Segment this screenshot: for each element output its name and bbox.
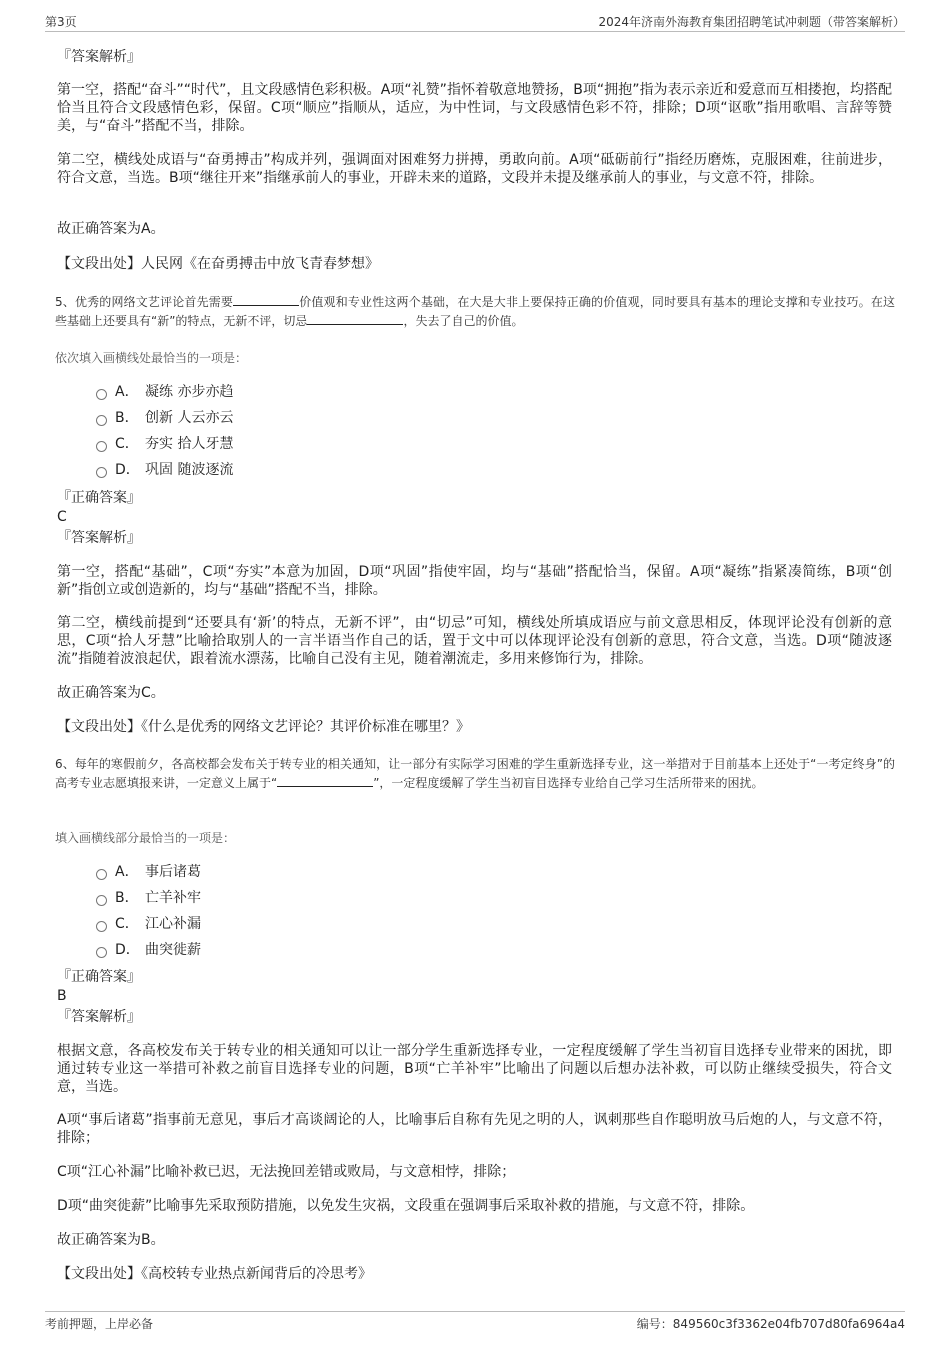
q6-conclusion: 故正确答案为B。 [57,1232,165,1248]
q6-instruction: 填入画横线部分最恰当的一项是： [55,831,236,845]
radio-icon[interactable] [96,921,107,932]
page-header [45,13,905,32]
q5-analysis-p1: 第一空，搭配“基础”，C项“夯实”本意为加固，D项“巩固”指使牢固，均与“基础”搭配恰当，保留。A项“凝练”指紧凑简练，B项“创新”指创立或创造新的，均与“基础”搭配不当，排除。 [57,564,892,598]
q5-analysis-label: 『答案解析』 [57,530,141,546]
radio-icon[interactable] [96,389,107,400]
q4-analysis-label: 『答案解析』 [57,49,141,65]
q4-conclusion: 故正确答案为A。 [57,221,165,237]
radio-icon[interactable] [96,415,107,426]
q6-option-a[interactable]: A． 事后诸葛 [96,863,201,881]
q5-option-a[interactable]: A． 凝练 亦步亦趋 [96,383,233,401]
q6-option-c[interactable]: C． 江心补漏 [96,915,201,933]
q6-analysis-label: 『答案解析』 [57,1009,141,1025]
q4-analysis-p2: 第二空，横线处成语与“奋勇搏击”构成并列，强调面对困难努力拼搏，勇敢向前。A项“砥砺前行”指经历磨炼，克服困难，往前进步，符合文意，当选。B项“继往开来”指继承前人的事业，开辟未来的道路，文段并未提及继承前人的事业，与文意不符，排除。 [57,152,892,186]
q6-analysis-p1: 根据文意，各高校发布关于转专业的相关通知可以让一部分学生重新选择专业，一定程度缓解了学生当初盲目选择专业带来的困扰，即通过转专业这一举措可补救之前盲目选择专业的问题，B项“亡羊补牢”比喻出了问题以后想办法补救，可以防止继续受损失，符合文意，当选。 [57,1043,892,1095]
q6-correct-answer: B [57,988,67,1004]
q5-correct-answer: C [57,509,67,525]
q5-conclusion: 故正确答案为C。 [57,685,165,701]
q5-analysis-p2: 第二空，横线前提到“还要具有‘新’的特点，无新不评”，由“切忌”可知，横线处所填成语应与前文意思相反，体现评论没有创新的意思，C项“拾人牙慧”比喻拾取别人的一言半语当作自己的话，置于文中可以体现评论没有创新的意思，符合文意，当选。D项“随波逐流”指随着波浪起伏，跟着流水漂荡，比喻自己没有主见，随着潮流走，多用来修饰行为，排除。 [57,615,892,667]
q6-option-b[interactable]: B． 亡羊补牢 [96,889,201,907]
q5-option-d[interactable]: D． 巩固 随波逐流 [96,461,233,479]
q5-option-c[interactable]: C． 夯实 拾人牙慧 [96,435,233,453]
page-footer [45,1311,905,1334]
q4-source: 【文段出处】人民网《在奋勇搏击中放飞青春梦想》 [57,256,379,272]
q5-source: 【文段出处】《什么是优秀的网络文艺评论？其评价标准在哪里？》 [57,719,470,735]
q5-instruction: 依次填入画横线处最恰当的一项是： [55,351,248,365]
radio-icon[interactable] [96,869,107,880]
q6-analysis-p4: D项“曲突徙薪”比喻事先采取预防措施，以免发生灾祸，文段重在强调事后采取补救的措施，与文意不符，排除。 [57,1198,755,1214]
q6-analysis-p3: C项“江心补漏”比喻补救已迟，无法挽回差错或败局，与文意相悖，排除； [57,1164,516,1180]
q4-analysis-p1: 第一空，搭配“奋斗”“时代”，且文段感情色彩积极。A项“礼赞”指怀着敬意地赞扬，B项“拥抱”指为表示亲近和爱意而互相搂抱，均搭配恰当且符合文段感情色彩，保留。C项“顺应”指顺从，适应，为中性词，与文段感情色彩不符，排除；D项“讴歌”指用歌唱、言辞等赞美，与“奋斗”搭配不当，排除。 [57,82,892,134]
footer-slogan: 考前押题，上岸必备 [45,1317,154,1331]
document-title: 2024年济南外海教育集团招聘笔试冲刺题（带答案解析） [598,15,905,29]
q5-correct-label: 『正确答案』 [57,490,141,506]
radio-icon[interactable] [96,895,107,906]
q6-stem: 6、每年的寒假前夕，各高校都会发布关于转专业的相关通知，让一部分有实际学习困难的学生重新选择专业，这一举措对于目前基本上还处于“一考定终身”的高考专业志愿填报来讲，一定意义上属于“ ”，一定程度缓解了学生当初盲目选择专业给自己学习生活所带来的困扰。 [55,757,895,790]
q6-source: 【文段出处】《高校转专业热点新闻背后的冷思考》 [57,1266,372,1282]
radio-icon[interactable] [96,467,107,478]
q6-option-d[interactable]: D． 曲突徙薪 [96,941,201,959]
page-number: 第3页 [45,15,77,29]
q6-analysis-p2: A项“事后诸葛”指事前无意见，事后才高谈阔论的人，比喻事后自称有先见之明的人，讽刺那些自作聪明放马后炮的人，与文意不符，排除； [57,1112,892,1146]
q6-correct-label: 『正确答案』 [57,969,141,985]
q5-option-b[interactable]: B． 创新 人云亦云 [96,409,233,427]
q5-stem: 5、优秀的网络文艺评论首先需要 价值观和专业性这两个基础，在大是大非上要保持正确的价值观，同时要具有基本的理论支撑和专业技巧。在这些基础上还要具有“新”的特点，无新不评，切忌 ，失去了自己的价值。 [55,295,895,328]
document-id: 编号：849560c3f3362e04fb707d80fa6964a4 [636,1317,905,1331]
radio-icon[interactable] [96,947,107,958]
radio-icon[interactable] [96,441,107,452]
